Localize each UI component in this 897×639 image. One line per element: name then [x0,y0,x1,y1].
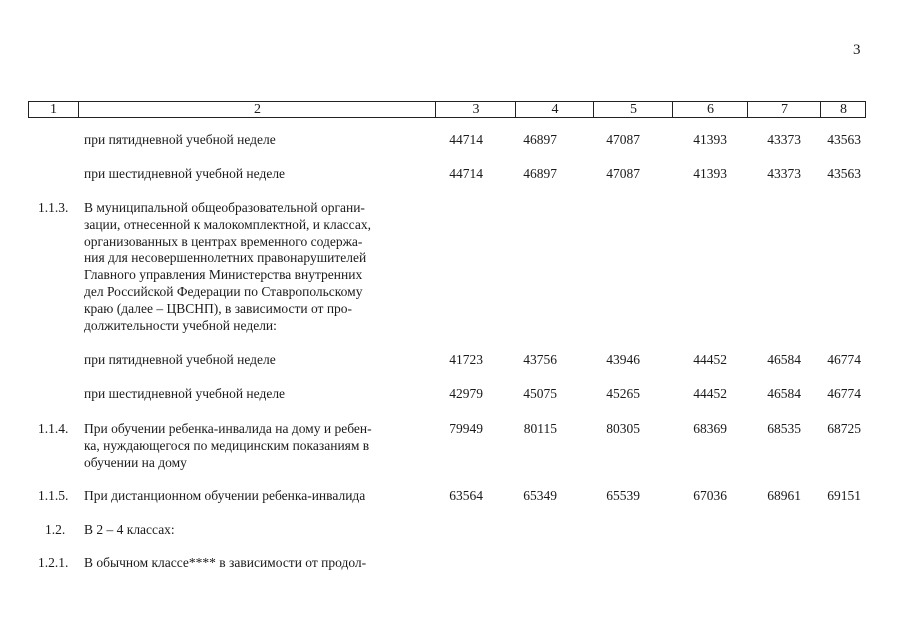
row-number: 1.2.1. [38,555,69,570]
row-text-line: В муниципальной общеобразовательной органи- [84,200,365,215]
value-col-4: 43756 [523,352,557,367]
row-text: при пятидневной учебной неделе [84,132,276,147]
value-col-6: 41393 [693,132,727,147]
value-col-5: 47087 [606,166,640,181]
header-col-3: 3 [435,102,516,117]
value-col-5: 43946 [606,352,640,367]
row-text: при шестидневной учебной неделе [84,166,286,181]
row-text-line: организованных в центрах временного содержа- [84,233,363,249]
row-text-line: дел Российской Федерации по Ставропольскому [84,283,363,299]
value-col-7: 43373 [767,132,801,147]
value-col-3: 44714 [449,166,483,181]
value-col-5: 65539 [606,488,640,503]
row-text-line: зации, отнесенной к малокомплектной, и классах, [84,216,371,232]
header-col-8: 8 [820,102,866,117]
value-col-5: 45265 [606,386,640,401]
row-text [84,421,414,471]
value-col-3: 44714 [449,132,483,147]
row-text-line: должительности учебной недели: [84,317,277,333]
value-col-6: 67036 [693,488,727,503]
header-col-5: 5 [593,102,673,117]
value-col-3: 41723 [449,352,483,367]
value-col-6: 41393 [693,166,727,181]
header-col-6: 6 [672,102,748,117]
header-col-2: 2 [78,102,436,117]
value-col-7: 46584 [767,352,801,367]
value-col-4: 65349 [523,488,557,503]
value-col-5: 80305 [606,421,640,436]
value-col-7: 43373 [767,166,801,181]
header-col-1: 1 [50,102,57,117]
value-col-6: 68369 [693,421,727,436]
row-text-line: ния для несовершеннолетних правонарушителей [84,250,367,266]
row-text-line: ка, нуждающегося по медицинским показаниям в [84,437,370,453]
value-col-3: 42979 [449,386,483,401]
value-col-8: 68725 [827,421,861,436]
value-col-8: 46774 [827,352,861,367]
value-col-8: 46774 [827,386,861,401]
row-number: 1.1.3. [38,200,69,215]
row-text-line: обучении на дому [84,454,187,470]
value-col-8: 69151 [827,488,861,503]
row-text: В обычном классе**** в зависимости от продол- [84,555,367,570]
row-text-line: При обучении ребенка-инвалида на дому и ребен- [84,421,372,436]
header-col-4: 4 [515,102,594,117]
table-header [28,101,866,118]
value-col-7: 68535 [767,421,801,436]
value-col-4: 80115 [523,421,557,436]
value-col-6: 44452 [693,386,727,401]
value-col-3: 79949 [449,421,483,436]
value-col-8: 43563 [827,132,861,147]
value-col-6: 44452 [693,352,727,367]
row-text: при шестидневной учебной неделе [84,386,286,401]
value-col-7: 46584 [767,386,801,401]
page-number: 3 [853,42,861,58]
header-col-7: 7 [747,102,821,117]
row-number: 1.1.4. [38,421,69,436]
row-text: при пятидневной учебной неделе [84,352,276,367]
row-text-line: Главного управления Министерства внутренних [84,267,363,283]
row-text: В 2 – 4 классах: [84,522,175,537]
row-text [84,200,414,334]
value-col-3: 63564 [449,488,483,503]
row-text-line: краю (далее – ЦВСНП), в зависимости от про- [84,300,353,316]
value-col-5: 47087 [606,132,640,147]
value-col-4: 46897 [523,132,557,147]
row-text: При дистанционном обучении ребенка-инвалида [84,488,366,503]
row-number: 1.2. [45,522,66,537]
value-col-8: 43563 [827,166,861,181]
row-number: 1.1.5. [38,488,69,503]
value-col-7: 68961 [767,488,801,503]
value-col-4: 45075 [523,386,557,401]
value-col-4: 46897 [523,166,557,181]
